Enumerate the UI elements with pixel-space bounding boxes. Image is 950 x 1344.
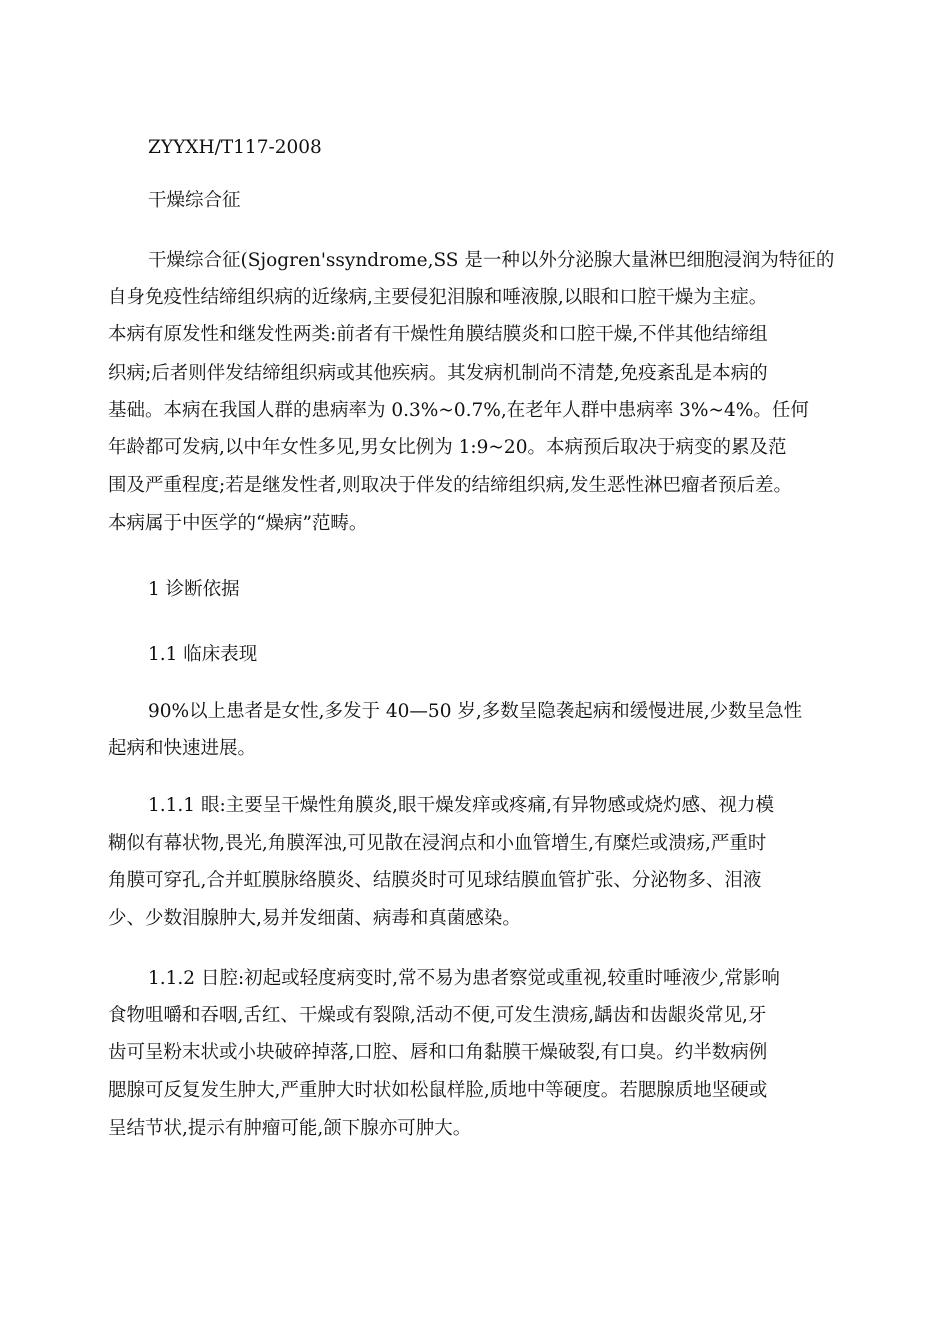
paragraph-line: 年龄都可发病,以中年女性多见,男女比例为 1:9~20。本病预后取决于病变的累及范 xyxy=(108,437,787,458)
paragraph-line: 1.1.1 眼:主要呈干燥性角膜炎,眼干燥发痒或疼痛,有异物感或烧灼感、视力模 xyxy=(148,795,774,816)
paragraph-line: 自身免疫性结缔组织病的近缘病,主要侵犯泪腺和唾液腺,以眼和口腔干燥为主症。 xyxy=(108,287,768,308)
document-title: 干燥综合征 xyxy=(148,190,241,211)
paragraph-line: 食物咀嚼和吞咽,舌红、干燥或有裂隙,活动不便,可发生溃疡,龋齿和齿龈炎常见,牙 xyxy=(108,1005,767,1026)
paragraph-line: 90%以上患者是女性,多发于 40—50 岁,多数呈隐袭起病和缓慢进展,少数呈急性 xyxy=(148,701,803,722)
paragraph-line: 干燥综合征(Sjogren'ssyndrome,SS 是一种以外分泌腺大量淋巴细胞浸润为特征的 xyxy=(148,250,835,271)
paragraph-line: 呈结节状,提示有肿瘤可能,颌下腺亦可肿大。 xyxy=(108,1118,472,1139)
paragraph-line: 本病有原发性和继发性两类:前者有干燥性角膜结膜炎和口腔干燥,不伴其他结缔组 xyxy=(108,324,768,345)
paragraph-line: 1.1.2 日腔:初起或轻度病变时,常不易为患者察觉或重视,较重时唾液少,常影响 xyxy=(148,968,780,989)
paragraph-line: 起病和快速进展。 xyxy=(108,738,257,759)
paragraph-line: 织病;后者则伴发结缔组织病或其他疾病。其发病机制尚不清楚,免疫紊乱是本病的 xyxy=(108,363,768,384)
paragraph-line: 腮腺可反复发生肿大,严重肿大时状如松鼠样脸,质地中等硬度。若腮腺质地坚硬或 xyxy=(108,1080,768,1101)
paragraph-line: 少、少数泪腺肿大,易并发细菌、病毒和真菌感染。 xyxy=(108,908,521,929)
paragraph-line: 角膜可穿孔,合并虹膜脉络膜炎、结膜炎时可见球结膜血管扩张、分泌物多、泪液 xyxy=(108,870,762,891)
standard-code: ZYYXH/T117-2008 xyxy=(148,137,322,158)
section-heading-1: 1 诊断依据 xyxy=(148,579,240,600)
section-heading-1-1: 1.1 临床表现 xyxy=(148,644,258,665)
paragraph-line: 齿可呈粉末状或小块破碎掉落,口腔、唇和口角黏膜干燥破裂,有口臭。约半数病例 xyxy=(108,1042,768,1063)
paragraph-line: 糊似有幕状物,畏光,角膜浑浊,可见散在浸润点和小血管增生,有糜烂或溃疡,严重时 xyxy=(108,833,767,854)
paragraph-line: 本病属于中医学的“燥病”范畴。 xyxy=(108,513,368,534)
paragraph-line: 基础。本病在我国人群的患病率为 0.3%~0.7%,在老年人群中患病率 3%~4%。任何 xyxy=(108,400,809,421)
paragraph-line: 围及严重程度;若是继发性者,则取决于伴发的结缔组织病,发生恶性淋巴瘤者预后差。 xyxy=(108,475,792,496)
